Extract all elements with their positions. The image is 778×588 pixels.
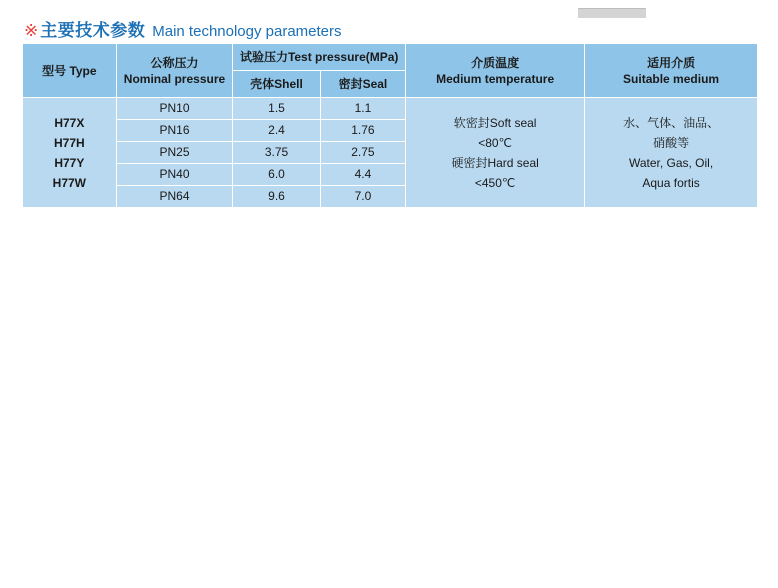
cell-shell-pressure: 9.6 — [233, 186, 320, 208]
type-item: H77X — [54, 115, 85, 130]
cell-medium-temperature — [406, 98, 585, 208]
header-nominal-pressure-en: Nominal pressure — [123, 71, 226, 86]
cell-suitable-medium — [585, 98, 758, 208]
header-suitable-medium — [585, 44, 758, 98]
header-nominal-pressure — [116, 44, 233, 98]
header-nominal-pressure-cn: 公称压力 — [150, 55, 199, 70]
header-medium-temperature-cn: 介质温度 — [471, 55, 520, 70]
cell-nominal-pressure: PN64 — [116, 186, 233, 208]
type-item: H77H — [54, 135, 85, 150]
cell-type-list — [23, 98, 117, 208]
medium-line: 硝酸等 — [653, 135, 690, 150]
header-test-pressure: 试验压力Test pressure(MPa) — [233, 44, 406, 71]
cell-nominal-pressure: PN10 — [116, 98, 233, 120]
table-header-row-1 — [23, 44, 758, 71]
section-title — [24, 16, 342, 41]
cell-seal-pressure: 2.75 — [320, 142, 405, 164]
medium-line: 水、气体、油品、 — [623, 115, 720, 130]
header-type: 型号 Type — [23, 44, 117, 98]
header-medium-temperature — [406, 44, 585, 98]
cell-shell-pressure: 3.75 — [233, 142, 320, 164]
page-top-artifact — [578, 8, 646, 18]
header-medium-temperature-en: Medium temperature — [436, 71, 555, 86]
title-mark-icon: ※ — [24, 21, 39, 40]
table-row — [23, 98, 758, 120]
cell-seal-pressure: 4.4 — [320, 164, 405, 186]
cell-nominal-pressure: PN25 — [116, 142, 233, 164]
header-suitable-medium-en: Suitable medium — [623, 71, 720, 86]
temp-line: <450℃ — [474, 175, 516, 190]
temp-line: 硬密封Hard seal — [451, 155, 539, 170]
cell-seal-pressure: 1.76 — [320, 120, 405, 142]
cell-seal-pressure: 1.1 — [320, 98, 405, 120]
header-seal: 密封Seal — [320, 71, 405, 98]
header-suitable-medium-cn: 适用介质 — [647, 55, 696, 70]
cell-shell-pressure: 1.5 — [233, 98, 320, 120]
section-title-cn: 主要技术参数 — [40, 21, 146, 40]
temp-line: <80℃ — [478, 135, 513, 150]
header-shell: 壳体Shell — [233, 71, 320, 98]
type-item: H77Y — [54, 155, 85, 170]
medium-line: Aqua fortis — [642, 175, 700, 190]
cell-nominal-pressure: PN40 — [116, 164, 233, 186]
cell-shell-pressure: 6.0 — [233, 164, 320, 186]
specification-table — [22, 43, 758, 208]
cell-shell-pressure: 2.4 — [233, 120, 320, 142]
cell-nominal-pressure: PN16 — [116, 120, 233, 142]
section-title-en: Main technology parameters — [152, 23, 342, 40]
type-item: H77W — [52, 175, 87, 190]
cell-seal-pressure: 7.0 — [320, 186, 405, 208]
medium-line: Water, Gas, Oil, — [628, 155, 714, 170]
temp-line: 软密封Soft seal — [453, 115, 537, 130]
